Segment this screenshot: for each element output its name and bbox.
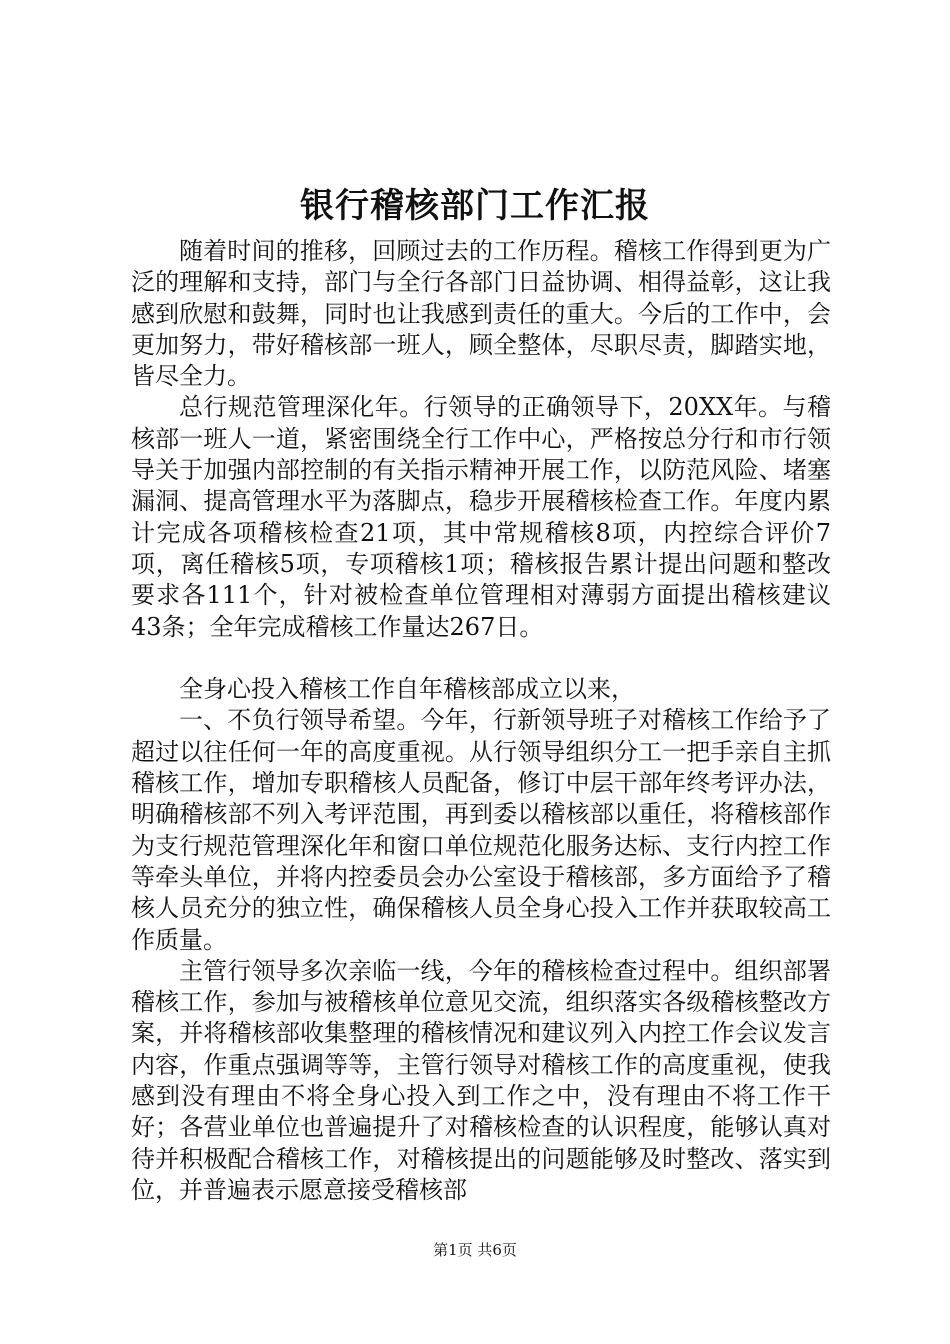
paragraph-spacer	[131, 643, 831, 674]
paragraph-section-one: 一、不负行领导希望。今年，行新领导班子对稽核工作给予了超过以往任何一年的高度重视。从行领导组织分工一把手亲自主抓稽核工作，增加专职稽核人员配备，修订中层干部年终考评办法，明确稽核部不列入考评范围，再到委以稽核部以重任，将稽核部作为支行规范管理深化年和窗口单位规范化服务达标、支行内控工作等牵头单位，并将内控委员会办公室设于稽核部，多方面给予了稽核人员充分的独立性，确保稽核人员全身心投入工作并获取较高工作质量。	[131, 706, 831, 954]
page-number-footer: 第1页 共6页	[433, 1241, 517, 1259]
document-title: 银行稽核部门工作汇报	[300, 186, 650, 226]
paragraph-review: 随着时间的推移，回顾过去的工作历程。稽核工作得到更为广泛的理解和支持，部门与全行各部门日益协调、相得益彰，这让我感到欣慰和鼓舞，同时也让我感到责任的重大。今后的工作中，会更加努力，带好稽核部一班人，顾全整体，尽职尽责，脚踏实地，皆尽全力。	[131, 237, 831, 391]
document-body	[131, 236, 831, 1206]
paragraph-summary: 总行规范管理深化年。行领导的正确领导下，20XX年。与稽核部一班人一道，紧密围绕全行工作中心，严格按总分行和市行领导关于加强内部控制的有关指示精神开展工作，以防范风险、堵塞漏洞、提高管理水平为落脚点，稳步开展稽核检查工作。年度内累计完成各项稽核检查21项，其中常规稽核8项，内控综合评价7项，离任稽核5项，专项稽核1项；稽核报告累计提出问题和整改要求各111个，针对被检查单位管理相对薄弱方面提出稽核建议43条；全年完成稽核工作量达267日。	[131, 393, 831, 641]
paragraph-leadership: 主管行领导多次亲临一线，今年的稽核检查过程中。组织部署稽核工作，参加与被稽核单位意见交流，组织落实各级稽核整改方案，并将稽核部收集整理的稽核情况和建议列入内控工作会议发言内容，作重点强调等等，主管行领导对稽核工作的高度重视，使我感到没有理由不将全身心投入到工作之中，没有理由不将工作干好；各营业单位也普遍提升了对稽核检查的认识程度，能够认真对待并积极配合稽核工作，对稽核提出的问题能够及时整改、落实到位，并普遍表示愿意接受稽核部	[131, 956, 831, 1204]
paragraph-intro: 全身心投入稽核工作自年稽核部成立以来，	[179, 675, 635, 704]
